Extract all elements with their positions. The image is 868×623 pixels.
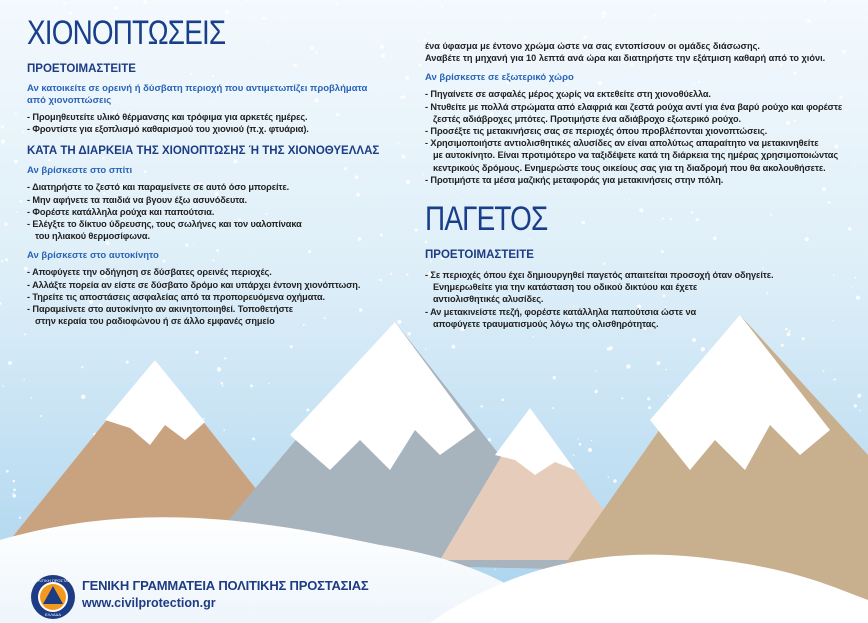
car-list <box>27 266 387 327</box>
list-item: - Προσέξτε τις μετακινήσεις σας σε περιοχές όπου προβλέπονται χιονοπτώσεις. <box>425 126 768 137</box>
column-snowfall <box>27 14 387 327</box>
website-link[interactable]: www.civilprotection.gr <box>82 596 216 610</box>
civil-protection-logo <box>30 574 76 620</box>
prepare-subheader: Αν κατοικείτε σε ορεινή ή δύσβατη περιοχή που αντιμετωπίζει προβλήματα από χιονοπτώσεις <box>27 83 368 106</box>
during-header: ΚΑΤΑ ΤΗ ΔΙΑΡΚΕΙΑ ΤΗΣ ΧΙΟΝΟΠΤΩΣΗΣ Ή ΤΗΣ ΧΙΟΝΟΘΥΕΛΛΑΣ <box>27 145 380 158</box>
column-right <box>425 40 855 330</box>
list-item: - Αν μετακινείστε πεζή, φορέστε κατάλληλα παπούτσια ώστε να <box>425 306 697 317</box>
list-item: - Πηγαίνετε σε ασφαλές μέρος χωρίς να εκτεθείτε στη χιονοθύελλα. <box>425 89 711 100</box>
frost-title: ΠΑΓΕΤΟΣ <box>425 200 548 239</box>
list-item: με αυτοκίνητο. Είναι προτιμότερο να ταξιδέψετε κατά τη διάρκεια της ημέρας χρησιμοποιώντας <box>433 150 838 161</box>
svg-text:ΠΟΛΙΤΙΚΗ ΠΡΟΣΤΑΣΙΑ: ΠΟΛΙΤΙΚΗ ΠΡΟΣΤΑΣΙΑ <box>31 578 75 583</box>
list-item: - Μην αφήνετε τα παιδιά να βγουν έξω ασυνόδευτα. <box>27 194 247 205</box>
list-item: - Χρησιμοποιήστε αντιολισθητικές αλυσίδες αν είναι απολύτως απαραίτητο να μετακινηθείτε <box>425 138 819 149</box>
list-item: - Φροντίστε για εξοπλισμό καθαρισμού του χιονιού (π.χ. φτυάρια). <box>27 124 309 135</box>
list-item: ζεστές αδιάβροχες μπότες. Προτιμήστε ένα αδιάβροχο εξωτερικό ρούχο. <box>433 113 741 124</box>
prepare-header: ΠΡΟΕΤΟΙΜΑΣΤΕΙΤΕ <box>27 63 136 75</box>
list-item: - Σε περιοχές όπου έχει δημιουργηθεί παγετός απαιτείται προσοχή όταν οδηγείτε. <box>425 270 774 281</box>
footer <box>30 572 430 620</box>
list-item: - Αποφύγετε την οδήγηση σε δύσβατες ορεινές περιοχές. <box>27 267 272 278</box>
prepare-list <box>27 111 387 135</box>
frost-prepare-header: ΠΡΟΕΤΟΙΜΑΣΤΕΙΤΕ <box>425 249 534 262</box>
list-item: - Φορέστε κατάλληλα ρούχα και παπούτσια. <box>27 206 215 217</box>
home-subheader: Αν βρίσκεστε στο σπίτι <box>27 165 133 177</box>
organization-name: ΓΕΝΙΚΗ ΓΡΑΜΜΑΤΕΙΑ ΠΟΛΙΤΙΚΗΣ ΠΡΟΣΤΑΣΙΑΣ <box>82 578 369 593</box>
list-item: αντιολισθητικές αλυσίδες. <box>433 294 544 305</box>
svg-text:ΕΛΛΑΔΑ: ΕΛΛΑΔΑ <box>44 612 62 617</box>
list-item: - Ντυθείτε με πολλά στρώματα από ελαφριά και ζεστά ρούχα αντί για ένα βαρύ ρούχο και φορέστε <box>425 101 843 112</box>
list-item: - Αλλάξτε πορεία αν είστε σε δύσβατο δρόμο και υπάρχει έντονη χιονόπτωση. <box>27 279 361 290</box>
list-item: Ενημερωθείτε για την κατάσταση του οδικού δικτύου και έχετε <box>433 282 698 293</box>
list-item: - Ελέγξτε το δίκτυο ύδρευσης, τους σωλήνες και τον υαλοπίνακα <box>27 219 302 230</box>
home-list <box>27 181 387 242</box>
list-item: - Προμηθευτείτε υλικό θέρμανσης και τρόφιμα για αρκετές ημέρες. <box>27 112 308 122</box>
list-item: - Τηρείτε τις αποστάσεις ασφαλείας από τα προπορευόμενα οχήματα. <box>27 291 325 302</box>
list-item: - Προτιμήστε τα μέσα μαζικής μεταφοράς για μετακινήσεις στην πόλη. <box>425 174 724 185</box>
continued-line: Αναβέτε τη μηχανή για 10 λεπτά ανά ώρα και διατηρήστε την εξάτμιση καθαρή από το χιόνι. <box>425 53 826 64</box>
list-item: αποφύγετε τραυματισμούς λόγω της ολισθηρότητας. <box>433 318 659 329</box>
list-item: στην κεραία του ραδιοφώνου ή σε άλλο εμφανές σημείο <box>35 316 275 327</box>
outdoor-subheader: Αν βρίσκεστε σε εξωτερικό χώρο <box>425 72 574 84</box>
frost-list <box>425 269 855 330</box>
list-item: κεντρικούς δρόμους. Ενημερώστε τους οικείους σας για τη διαδρομή που θα ακολουθήσετε. <box>433 162 826 173</box>
list-item: του ηλιακού θερμοσίφωνα. <box>35 231 150 242</box>
continued-line: ένα ύφασμα με έντονο χρώμα ώστε να σας εντοπίσουν οι ομάδες διάσωσης. <box>425 41 760 51</box>
outdoor-list <box>425 88 855 186</box>
snowfall-title: ΧΙΟΝΟΠΤΩΣΕΙΣ <box>27 14 226 52</box>
car-subheader: Αν βρίσκεστε στο αυτοκίνητο <box>27 250 159 262</box>
list-item: - Παραμείνετε στο αυτοκίνητο αν ακινητοποιηθεί. Τοποθετήστε <box>27 304 294 315</box>
list-item: - Διατηρήστε το ζεστό και παραμείνετε σε αυτό όσο μπορείτε. <box>27 182 290 193</box>
